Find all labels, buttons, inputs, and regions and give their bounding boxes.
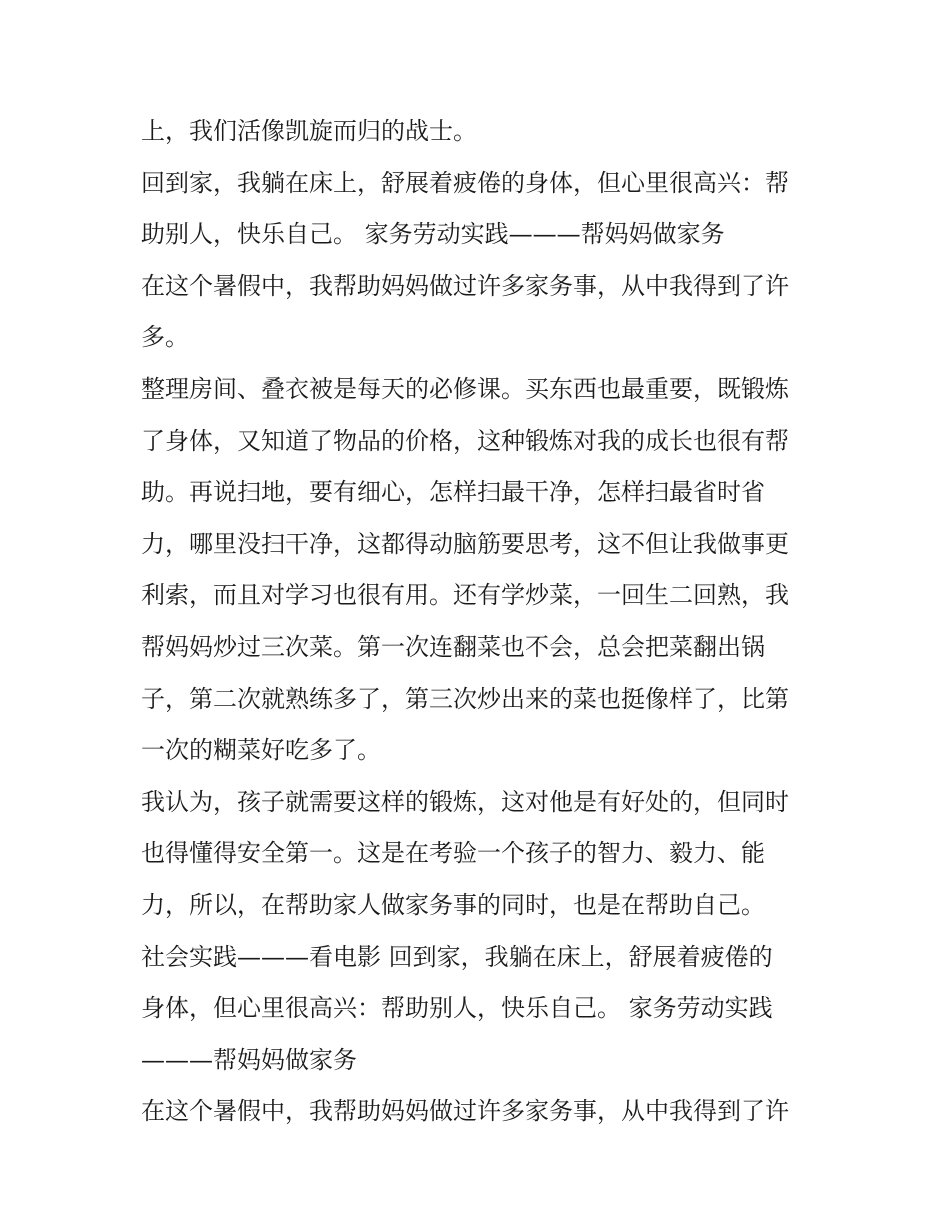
text-line: 力，所以，在帮助家人做家务事的同时，也是在帮助自己。 (141, 890, 765, 919)
text-line: 也得懂得安全第一。这是在考验一个孩子的智力、毅力、能 (141, 839, 765, 868)
text-line: 在这个暑假中，我帮助妈妈做过许多家务事，从中我得到了许 (141, 271, 789, 300)
text-line: 身体，但心里很高兴：帮助别人，快乐自己。 家务劳动实践 (141, 994, 773, 1023)
text-line: 力，哪里没扫干净，这都得动脑筋要思考，这不但让我做事更 (141, 529, 789, 558)
text-line: 整理房间、叠衣被是每天的必修课。买东西也最重要，既锻炼 (141, 374, 789, 403)
text-line: 利索，而且对学习也很有用。还有学炒菜，一回生二回熟，我 (141, 581, 789, 610)
text-line: 一次的糊菜好吃多了。 (141, 736, 381, 765)
text-line: 了身体，又知道了物品的价格，这种锻炼对我的成长也很有帮 (141, 426, 789, 455)
text-line: 多。 (141, 323, 189, 352)
text-line: 回到家，我躺在床上，舒展着疲倦的身体，但心里很高兴：帮 (141, 168, 789, 197)
text-line: 助别人，快乐自己。 家务劳动实践———帮妈妈做家务 (141, 220, 725, 249)
text-line: ———帮妈妈做家务 (141, 1045, 357, 1074)
text-line: 帮妈妈炒过三次菜。第一次连翻菜也不会，总会把菜翻出锅 (141, 632, 765, 661)
document-body (141, 106, 821, 1138)
text-line: 我认为，孩子就需要这样的锻炼，这对他是有好处的，但同时 (141, 787, 789, 816)
text-line: 子，第二次就熟练多了，第三次炒出来的菜也挺像样了，比第 (141, 684, 789, 713)
text-line: 上，我们活像凯旋而归的战士。 (141, 117, 477, 145)
text-line: 社会实践———看电影 回到家，我躺在床上，舒展着疲倦的 (141, 942, 773, 971)
text-line: 助。再说扫地，要有细心，怎样扫最干净，怎样扫最省时省 (141, 478, 765, 507)
text-line: 在这个暑假中，我帮助妈妈做过许多家务事，从中我得到了许 (141, 1097, 789, 1126)
